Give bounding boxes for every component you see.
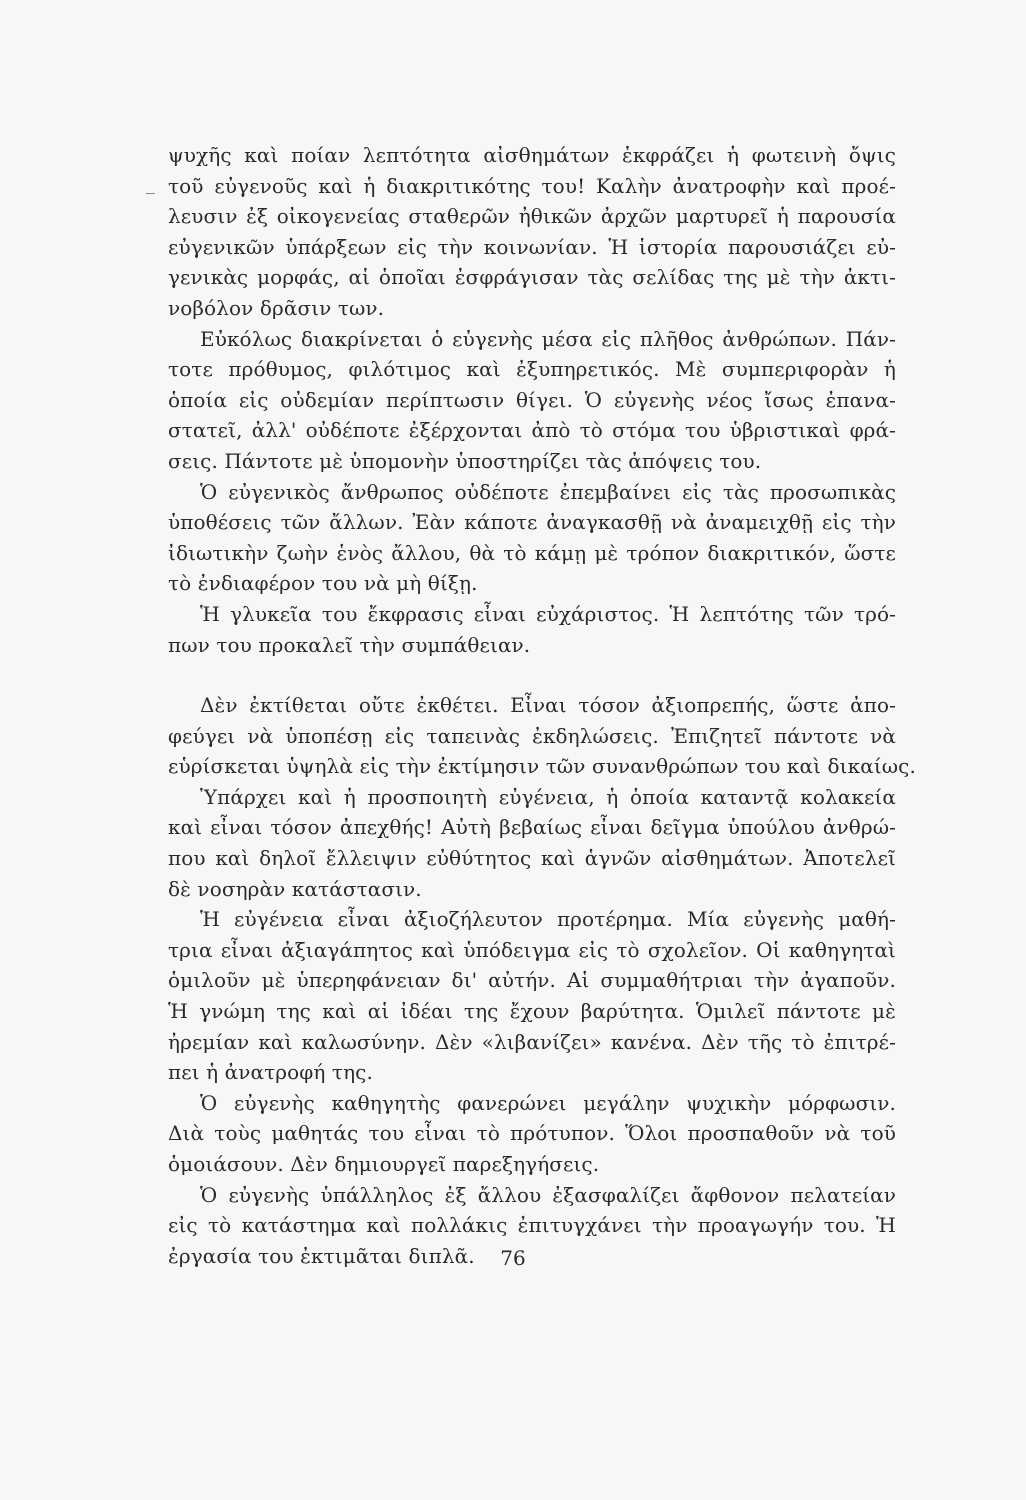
text-line: Διὰ τοὺς μαθητάς του εἶναι τὸ πρότυπον. Ὅλοι προσπαθοῦν νὰ τοῦ (168, 1121, 896, 1146)
text-line: Ἡ γνώμη της καὶ αἱ ἰδέαι της ἔχουν βαρύτητα. Ὁμιλεῖ πάντοτε μὲ (168, 999, 896, 1024)
paragraph-2 (168, 324, 896, 477)
text-line: τοῦ εὐγενοῦς καὶ ἡ διακριτικότης του! Καλὴν ἀνατροφὴν καὶ προέ- (168, 173, 896, 198)
text-line: εἰς τὸ κατάστημα καὶ πολλάκις ἐπιτυγχάνει τὴν προαγωγήν του. Ἡ (168, 1213, 896, 1238)
text-line: εὑρίσκεται ὑψηλὰ εἰς τὴν ἐκτίμησιν τῶν συνανθρώπων του καὶ δικαίως. (168, 754, 916, 779)
text-line: ἠρεμίαν καὶ καλωσύνην. Δὲν «λιβανίζει» κανένα. Δὲν τῆς τὸ ἐπιτρέ- (168, 1029, 896, 1054)
paragraph-4 (168, 599, 896, 660)
paragraph-1 (168, 140, 896, 324)
text-line: Ὑπάρχει καὶ ἡ προσποιητὴ εὐγένεια, ἡ ὁποία καταντᾷ κολακεία (200, 784, 896, 809)
paragraph-6 (168, 782, 896, 904)
paragraph-5 (168, 690, 916, 782)
text-line: πων του προκαλεῖ τὴν συμπάθειαν. (168, 632, 531, 657)
text-line: Ὁ εὐγενικὸς ἄνθρωπος οὐδέποτε ἐπεμβαίνει εἰς τὰς προσωπικὰς (200, 479, 896, 504)
text-line: στατεῖ, ἀλλ' οὐδέποτε ἐξέρχονται ἀπὸ τὸ στόμα του ὑβριστικαὶ φρά- (168, 418, 896, 443)
paragraph-7 (168, 904, 896, 1088)
text-line: δὲ νοσηρὰν κατάστασιν. (168, 876, 422, 901)
text-line: Ἡ γλυκεῖα του ἔκφρασις εἶναι εὐχάριστος. Ἡ λεπτότης τῶν τρό- (200, 601, 896, 626)
text-line: νοβόλον δρᾶσιν των. (168, 295, 385, 320)
text-line: που καὶ δηλοῖ ἔλλειψιν εὐθύτητος καὶ ἁγνῶν αἰσθημάτων. Ἀποτελεῖ (168, 846, 896, 871)
text-line: τὸ ἐνδιαφέρον του νὰ μὴ θίξῃ. (168, 571, 478, 596)
text-line: Εὐκόλως διακρίνεται ὁ εὐγενὴς μέσα εἰς πλῆθος ἀνθρώπων. Πάν- (200, 326, 896, 351)
paragraph-8 (168, 1088, 896, 1180)
text-line: καὶ εἶναι τόσον ἀπεχθής! Αὐτὴ βεβαίως εἶναι δεῖγμα ὑπούλου ἀνθρώ- (168, 815, 896, 840)
text-line: ψυχῆς καὶ ποίαν λεπτότητα αἰσθημάτων ἐκφράζει ἡ φωτεινὴ ὄψις (168, 143, 896, 167)
text-line: εὐγενικῶν ὑπάρξεων εἰς τὴν κοινωνίαν. Ἡ ἱστορία παρουσιάζει εὐ- (168, 234, 896, 259)
margin-mark (146, 193, 155, 194)
page-number: 76 (500, 1246, 526, 1270)
text-line: ἐργασία του ἐκτιμᾶται διπλᾶ. (168, 1243, 475, 1268)
text-line: λευσιν ἐξ οἰκογενείας σταθερῶν ἠθικῶν ἀρχῶν μαρτυρεῖ ἡ παρουσία (168, 204, 896, 229)
page-body (168, 140, 916, 1271)
text-line: Ὁ εὐγενὴς καθηγητὴς φανερώνει μεγάλην ψυχικὴν μόρφωσιν. (200, 1090, 896, 1115)
text-line: ὁποία εἰς οὐδεμίαν περίπτωσιν θίγει. Ὁ εὐγενὴς νέος ἴσως ἐπανα- (168, 387, 896, 412)
text-line: Δὲν ἐκτίθεται οὔτε ἐκθέτει. Εἶναι τόσον ἀξιοπρεπής, ὥστε ἀπο- (200, 693, 896, 718)
text-line: ὁμοιάσουν. Δὲν δημιουργεῖ παρεξηγήσεις. (168, 1152, 600, 1176)
text-line: σεις. Πάντοτε μὲ ὑπομονὴν ὑποστηρίζει τὰς ἀπόψεις του. (168, 448, 762, 473)
text-line: ἰδιωτικὴν ζωὴν ἑνὸς ἄλλου, θὰ τὸ κάμῃ μὲ τρόπον διακριτικόν, ὥστε (168, 540, 896, 565)
text-line: Ἡ εὐγένεια εἶναι ἀξιοζήλευτον προτέρημα. Μία εὐγενὴς μαθή- (200, 907, 896, 932)
text-line: πει ἡ ἀνατροφή της. (168, 1060, 373, 1085)
text-line: Ὁ εὐγενὴς ὑπάλληλος ἐξ ἄλλου ἐξασφαλίζει ἄφθονον πελατείαν (200, 1182, 896, 1207)
text-line: γενικὰς μορφάς, αἱ ὁποῖαι ἐσφράγισαν τὰς σελίδας της μὲ τὴν ἀκτι- (168, 265, 896, 290)
paragraph-3 (168, 477, 896, 599)
text-line: φεύγει νὰ ὑποπέσῃ εἰς ταπεινὰς ἐκδηλώσεις. Ἐπιζητεῖ πάντοτε νὰ (168, 723, 896, 748)
text-line: ὁμιλοῦν μὲ ὑπερηφάνειαν δι' αὐτήν. Αἱ συμμαθήτριαι τὴν ἀγαποῦν. (168, 968, 896, 993)
text-line: τρια εἶναι ἀξιαγάπητος καὶ ὑπόδειγμα εἰς τὸ σχολεῖον. Οἱ καθηγηταὶ (168, 937, 896, 962)
text-line: τοτε πρόθυμος, φιλότιμος καὶ ἐξυπηρετικός. Μὲ συμπεριφορὰν ἡ (168, 357, 896, 382)
text-line: ὑποθέσεις τῶν ἄλλων. Ἐὰν κάποτε ἀναγκασθῇ νὰ ἀναμειχθῇ εἰς τὴν (168, 510, 896, 535)
